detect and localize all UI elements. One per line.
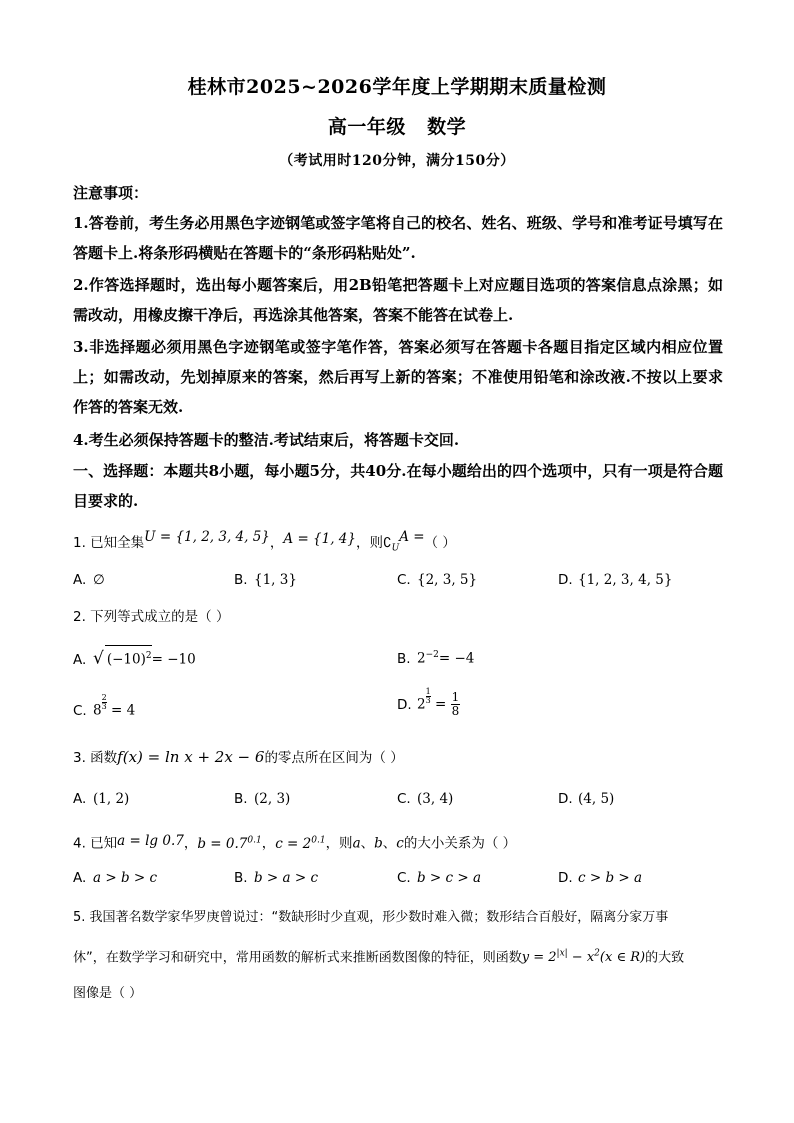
section-1-heading: 一、选择题：本题共8小题，每小题5分，共40分.在每小题给出的四个选项中，只有一项是符合题目要求的. [73, 462, 723, 510]
q1-complement-sub: U [391, 543, 400, 554]
notice-item-1: 1.答卷前，考生务必用黑色字迹钢笔或签字笔将自己的校名、姓名、班级、学号和准考证号填写在答题卡上.将条形码横贴在答题卡的“条形码粘贴处”. [73, 214, 723, 262]
q3-option-a: A. (1, 2) [73, 791, 130, 807]
q5-function: $y = 2^{|x|} - x^2(x$ ∈ R) [521, 949, 646, 966]
question-5 [73, 900, 723, 1012]
q2-d-fraction: $\frac{1}{8}$ [451, 690, 460, 718]
q1-universal-set: U = {1, 2, 3, 4, 5} [144, 529, 270, 545]
q4-option-d: D. c > b > a [558, 870, 643, 886]
q4-option-b: B. b > a > c [234, 870, 319, 886]
q5-line-1: 5. 我国著名数学家华罗庚曾说过：“数缺形时少直观，形少数时难入微；数形结合百般好，隔离分家万事 [73, 910, 669, 925]
q4-option-a: A. a > b > c [73, 870, 158, 886]
notice-heading: 注意事项： [73, 184, 149, 202]
q4-b-definition: $b = 0.7^{0.1}$ [197, 835, 262, 852]
q1-set-a: A = {1, 4} [283, 531, 356, 547]
q3-option-d: D. (4, 5) [558, 791, 615, 807]
question-1: 1. 已知全集U = {1, 2, 3, 4, 5}，A = {1, 4}，则$∁_UA$ =（ ） [73, 529, 456, 554]
q2-option-d: D. 2 $\frac{1}{3}$ = $\frac{1}{8}$ [397, 687, 460, 718]
q1-option-c: C. {2, 3, 5} [397, 572, 478, 588]
q1-option-b: B. {1, 3} [234, 572, 297, 588]
q2-option-a: A. √ $(-10)^2= -10$ [73, 645, 196, 670]
notice-item-3: 3.非选择题必须用黑色字迹钢笔或签字笔作答，答案必须写在答题卡各题目指定区域内相应位置上；如需改动，先划掉原来的答案，然后再写上新的答案；不准使用铅笔和涂改液.不按以上要求作答的答案无效. [73, 338, 723, 416]
q4-c-definition: $c = 2^{0.1}$ [275, 835, 326, 852]
q1-then: ，则 [356, 535, 383, 551]
exam-title: 桂林市2025~2026学年度上学期期末质量检测 [187, 76, 607, 98]
q2-option-c: C. 8 $\frac{2}{3}$ = 4 [73, 693, 136, 719]
question-4: 4. 已知a = lg 0.7，$b = 0.7^{0.1}$，$c = 2^{0.1}$，则a、b、c的大小关系为（ ） [73, 832, 517, 852]
q1-a-eq: A = [399, 529, 425, 545]
notice-item-4: 4.考生必须保持答题卡的整洁.考试结束后，将答题卡交回. [73, 431, 460, 449]
question-2: 2. 下列等式成立的是（ ） [73, 609, 230, 625]
q2-option-b: B. $2^{-2}= -4$ [397, 650, 475, 667]
exam-subtitle: 高一年级 数学 [327, 116, 467, 138]
question-3: 3. 函数f(x) = ln x + 2x − 6的零点所在区间为（ ） [73, 748, 404, 766]
q1-option-a: A. ∅ [73, 572, 105, 588]
q5-line-3: 图像是（ ） [73, 986, 143, 1002]
sqrt-icon: √ [93, 648, 104, 669]
q3-option-b: B. (2, 3) [234, 791, 291, 807]
exam-info: （考试用时120分钟，满分150分） [279, 153, 515, 169]
q1-blank: （ ） [424, 535, 456, 551]
q3-option-c: C. (3, 4) [397, 791, 454, 807]
q1-complement-symbol: ∁ [383, 535, 392, 551]
q1-prefix: 1. 已知全集 [73, 535, 145, 551]
q3-function: f(x) = ln x + 2x − 6 [117, 748, 265, 766]
q2-c-exponent: $\frac{2}{3}$ [101, 693, 107, 711]
q4-option-c: C. b > c > a [397, 870, 482, 886]
q4-a-definition: a = lg 0.7 [117, 832, 184, 849]
q1-option-d: D. {1, 2, 3, 4, 5} [558, 572, 673, 588]
notice-item-2: 2.作答选择题时，选出每小题答案后，用2B铅笔把答题卡上对应题目选项的答案信息点涂黑；如需改动，用橡皮擦干净后，再选涂其他答案，答案不能答在试卷上. [73, 276, 723, 324]
q5-line-2: 休”，在数学学习和研究中，常用函数的解析式来推断函数图像的特征，则函数$y = 2^{|x|} - x^2(x$ ∈ R)的大致 [73, 949, 685, 966]
q2-a-radicand: $(-10)^2$ [105, 645, 152, 670]
q2-d-exponent: $\frac{1}{3}$ [425, 687, 431, 705]
